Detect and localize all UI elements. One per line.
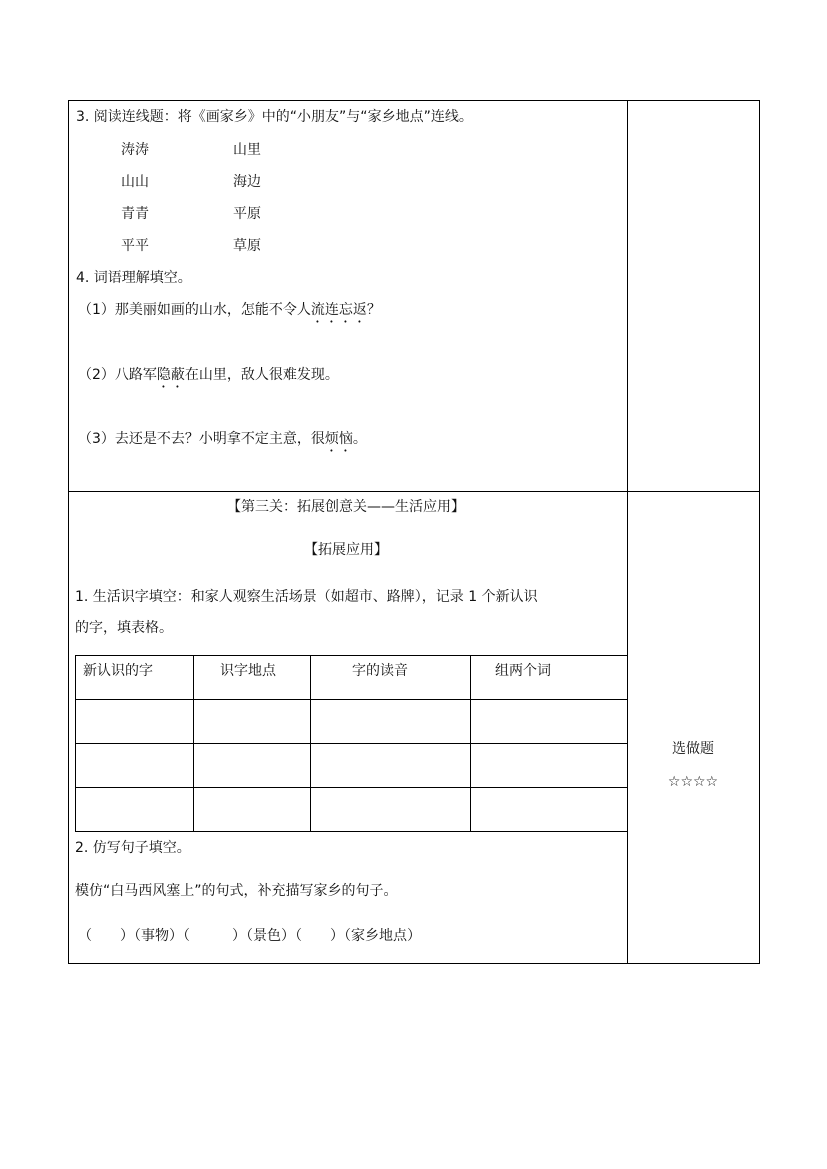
table-header: 字的读音 — [352, 663, 408, 679]
child-name: 青青 — [121, 206, 149, 222]
frame-top — [68, 100, 760, 101]
q4-title: 4. 词语理解填空。 — [76, 270, 192, 286]
q1-line-2: 的字，填表格。 — [75, 620, 173, 636]
place-name: 平原 — [233, 206, 261, 222]
frame-left — [68, 100, 69, 964]
place-name: 山里 — [233, 142, 261, 158]
table-line — [75, 787, 627, 788]
q2-prompt: 模仿“白马西风塞上”的句式，补充描写家乡的句子。 — [75, 883, 398, 899]
q2-blanks: （ ）（事物）（ ）（景色）（ ）（家乡地点） — [78, 928, 421, 944]
table-line — [75, 831, 627, 832]
table-line — [75, 655, 76, 832]
child-name: 山山 — [121, 174, 149, 190]
q4-item-3 — [78, 430, 367, 455]
table-line — [75, 655, 627, 656]
q3-title: 3. 阅读连线题：将《画家乡》中的“小朋友”与“家乡地点”连线。 — [76, 109, 473, 125]
q4-item-2 — [78, 366, 339, 391]
child-name: 平平 — [121, 238, 149, 254]
table-line — [75, 699, 627, 700]
q4-item-pre: （1）那美丽如画的山水，怎能不令人 — [78, 302, 311, 318]
optional-label: 选做题 — [672, 741, 714, 757]
table-header: 识字地点 — [220, 663, 276, 679]
emphasized-word: 烦恼 — [324, 431, 353, 447]
table-line — [193, 655, 194, 832]
q4-item-pre: （3）去还是不去？小明拿不定主意，很 — [78, 431, 325, 447]
q2-title: 2. 仿写句子填空。 — [75, 840, 191, 856]
frame-bottom — [68, 963, 760, 964]
section-title: 【第三关：拓展创意关——生活应用】 — [227, 499, 465, 515]
table-header: 组两个词 — [495, 663, 551, 679]
table-line — [470, 655, 471, 832]
q4-item-pre: （2）八路军 — [78, 367, 157, 383]
table-line — [75, 743, 627, 744]
table-header: 新认识的字 — [83, 663, 153, 679]
emphasized-word: 隐蔽 — [156, 367, 185, 383]
frame-right — [759, 100, 760, 964]
q4-item-1 — [78, 301, 381, 326]
q1-line-1: 1. 生活识字填空：和家人观察生活场景（如超市、路牌），记录 1 个新认识 — [75, 589, 538, 605]
q4-item-post: 。 — [352, 431, 367, 447]
emphasized-word: 流连忘返 — [310, 302, 367, 318]
place-name: 草原 — [233, 238, 261, 254]
q4-item-post: 在山里，敌人很难发现。 — [184, 367, 339, 383]
section-subtitle: 【拓展应用】 — [304, 542, 388, 558]
place-name: 海边 — [233, 174, 261, 190]
q4-item-post: ？ — [366, 302, 381, 318]
child-name: 涛涛 — [121, 142, 149, 158]
difficulty-stars: ☆☆☆☆ — [667, 774, 719, 790]
table-line — [310, 655, 311, 832]
row-divider — [68, 491, 760, 492]
column-divider — [627, 100, 628, 964]
